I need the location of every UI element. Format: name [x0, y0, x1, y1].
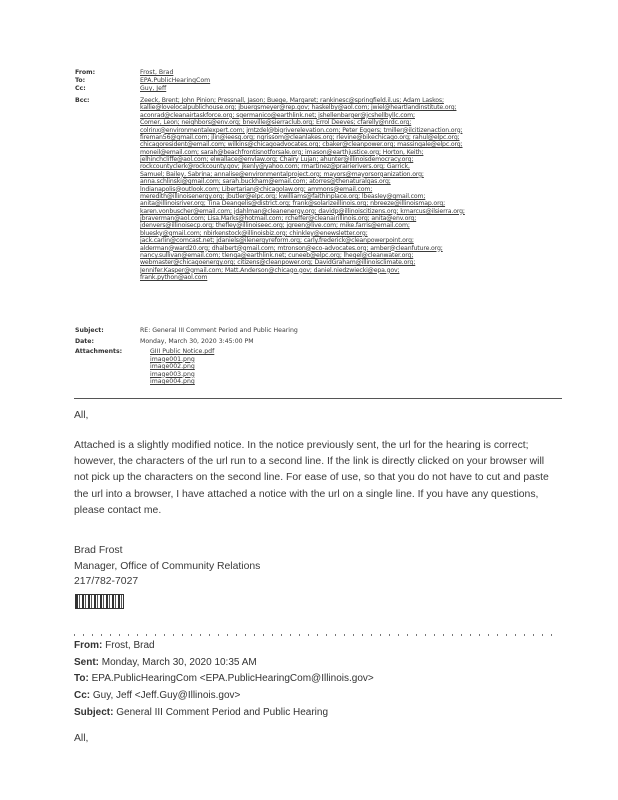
fwd-subject-label: Subject: — [74, 706, 114, 718]
attachments-label: Attachments: — [75, 348, 123, 355]
bcc-line[interactable]: kallie@lovelocalpublichouse.org; jbuergsmeyer@rep.gov; haskelby@aol.com; jwiel@heartlandinstitute.org; — [140, 104, 457, 112]
date-value: Monday, March 30, 2020 3:45:00 PM — [140, 338, 254, 345]
bcc-line[interactable] — [140, 281, 560, 288]
to-value[interactable]: EPA.PublicHearingCom — [140, 77, 211, 84]
bcc-line[interactable]: webmaster@chicagoenergy.org; citizens@cleanpower.org; DavidGraham@illinoisclimate.org; — [140, 259, 416, 267]
bcc-line[interactable]: jdenvers@illinoisecp.org; thefley@illinoiseec.org; jgreen@live.com; mike.farris@email.com; — [140, 222, 410, 230]
signature-block — [74, 545, 554, 592]
bcc-line[interactable]: Jennifer.Kasper@gmail.com; Matt.Anderson@chicago.gov; daniel.niedzwiecki@epa.gov; — [140, 266, 400, 274]
body-paragraph: Attached is a slightly modified notice. In the notice previously sent, the url for the hearing is correct; however, the characters of the url run to a second line. If the link is directly clicked on your browser will not pick up the characters on the second line. For ease of use, so that you do not have to cut and paste the url into a browser, I have attached a notice with the url on a single line. If you have any questions, please contact me. — [74, 440, 549, 516]
bcc-line[interactable]: karen.vonbuscher@email.com; jdahlman@cleanenergy.org; davidp@illinoiscitizens.org; kmarcus@ilsierra.org; — [140, 207, 465, 215]
bcc-line[interactable] — [140, 296, 560, 303]
fwd-from-label: From: — [74, 640, 103, 651]
fwd-to-value: EPA.PublicHearingCom <EPA.PublicHearingCom@Illinois.gov> — [91, 673, 374, 685]
subject-value: RE: General III Comment Period and Public Hearing — [140, 327, 298, 334]
bcc-line[interactable]: Zeeck, Brent; John Pinion; Pressnall, Jason; Buege, Margaret; rankinesc@springfield.il.us; Adam Laskos; — [140, 97, 444, 104]
attachment-link[interactable]: image001.png — [150, 355, 195, 363]
signature-name: Brad Frost — [74, 545, 123, 556]
fwd-from-row — [74, 640, 374, 657]
body-greeting: All, — [74, 410, 89, 421]
forward-separator — [74, 634, 558, 636]
bcc-line[interactable]: jack.carlin@comcast.net; jdaniels@ilenergyreform.org; carly.frederick@cleanpowerpoint.org; — [140, 237, 414, 245]
bcc-line[interactable]: moneil@email.com; sarah@beachfrontisnotforsale.org; imason@earthjustice.org; Horton, Keith; — [140, 148, 424, 156]
to-label: To: — [75, 77, 86, 84]
bcc-line[interactable]: colrinx@environmentalexpert.com; jmtzdel@bigriverelevation.com; Peter Eggers; tmiller@ilcitizenaction.org; — [140, 126, 463, 134]
fwd-sent-label: Sent: — [74, 656, 99, 668]
bcc-line[interactable]: meredith@illinoisenergy.org; jbutler@elpc.org; kwilliams@faithinplace.org; lbeasley@gmail.com; — [140, 192, 426, 200]
subject-label: Subject: — [75, 327, 104, 334]
bcc-line[interactable]: Comer, Leon; neighbors@env.org; bneville@sierraclub.org; Errol Deeves; cfarelly@nrdc.org; — [140, 119, 412, 127]
bcc-line[interactable] — [140, 289, 560, 296]
fwd-sent-value: Monday, March 30, 2020 10:35 AM — [101, 656, 257, 668]
bcc-line[interactable]: aconrad@cleanairtaskforce.org; sgermanico@earthlink.net; jshellenbarger@jcshellbyllc.com; — [140, 111, 415, 119]
bcc-line[interactable]: anita@illinoisriver.org; Tina Deangelis@district.org; frank@solarizeillinois.org; nbreeze@illinoismap.org; — [140, 200, 446, 208]
bcc-line[interactable]: jbraverman@aol.com; Lisa.Marks@hotmail.com; rcheffer@cleanairillinois.org; anita@env.org; — [140, 215, 417, 222]
bcc-line[interactable]: rockcountyclerk@rockcounty.gov; jkenly@yahoo.com; rmartinez@prairierivers.org; Garrick, — [140, 163, 410, 171]
attachment-link[interactable]: GIII Public Notice.pdf — [150, 348, 215, 355]
from-value[interactable]: Frost, Brad — [140, 69, 174, 76]
fwd-subject-row — [74, 707, 374, 724]
bcc-line[interactable]: anna.schlinski@gmail.com; sarah.buckham@email.com; atorres@thenaturalgas.org; — [140, 178, 391, 186]
fwd-cc-value: Guy, Jeff <Jeff.Guy@Illinois.gov> — [92, 690, 241, 702]
fwd-cc-label: Cc: — [74, 690, 91, 702]
bcc-line[interactable]: frank.python@aol.com — [140, 274, 208, 281]
bcc-line[interactable]: Samuel; Bailey, Sabrina; annalise@environmentalproject.org; mayors@mayorsorganization.org; — [140, 170, 424, 178]
bcc-line[interactable] — [140, 318, 560, 325]
signature-title: Manager, Office of Community Relations — [74, 560, 261, 572]
bcc-line[interactable] — [140, 304, 560, 311]
fwd-subject-value: General III Comment Period and Public Hearing — [116, 706, 329, 718]
bcc-line[interactable] — [140, 311, 560, 318]
attachment-list — [150, 348, 214, 386]
cc-label: Cc: — [75, 85, 86, 92]
fwd-to-label: To: — [74, 673, 89, 685]
from-label: From: — [75, 69, 96, 76]
fwd-to-row — [74, 673, 374, 690]
bcc-line[interactable]: fireman56@gmail.com; jlin@ieesg.org; ngrissom@cleanlakes.org; rlevine@bikechicago.org; rahul@elpc.org; — [140, 133, 460, 141]
fwd-greeting: All, — [74, 733, 89, 744]
forwarded-header — [74, 640, 374, 723]
bcc-line[interactable]: jelhinchcliffe@aol.com; elwallace@envlaw.org; Chairy Lujan; ahunter@illinoisdemocracy.org; — [140, 156, 414, 163]
signature-logo-image — [75, 594, 124, 609]
fwd-sent-row — [74, 657, 374, 674]
signature-phone: 217/782-7027 — [74, 576, 139, 588]
bcc-line[interactable]: bluesky@gmail.com; nbirkenstock@illinoisbiz.org; chinkley@enewsletter.org; — [140, 229, 368, 237]
header-divider — [74, 398, 562, 399]
bcc-line[interactable]: chicagoresident@email.com; wilkins@chicagoadvocates.org; cbaker@cleanpower.org; massingale@elpc.org; — [140, 141, 463, 149]
bcc-recipient-list — [140, 97, 560, 333]
bcc-line[interactable]: nancy.sullivan@email.com; tlenga@earthlink.net; cuneeb@elpc.org; lhegel@cleanwater.org; — [140, 251, 414, 259]
attachment-link[interactable]: image002.png — [150, 363, 195, 370]
date-label: Date: — [75, 338, 94, 345]
bcc-label: Bcc: — [75, 97, 90, 104]
attachment-link[interactable]: image004.png — [150, 378, 195, 385]
bcc-line[interactable]: alderman@ward20.org; dhalbert@gmail.com; mtronson@eco-advocates.org; amber@cleanfuture.org; — [140, 244, 443, 252]
cc-value[interactable]: Guy, Jeff — [140, 85, 167, 92]
fwd-cc-row — [74, 690, 374, 707]
attachment-link[interactable]: image003.png — [150, 370, 195, 378]
bcc-line[interactable]: lndianapolis@outlook.com; Libertarian@chicagolaw.org; ammons@email.com; — [140, 185, 373, 193]
fwd-from-value: Frost, Brad — [105, 640, 155, 651]
